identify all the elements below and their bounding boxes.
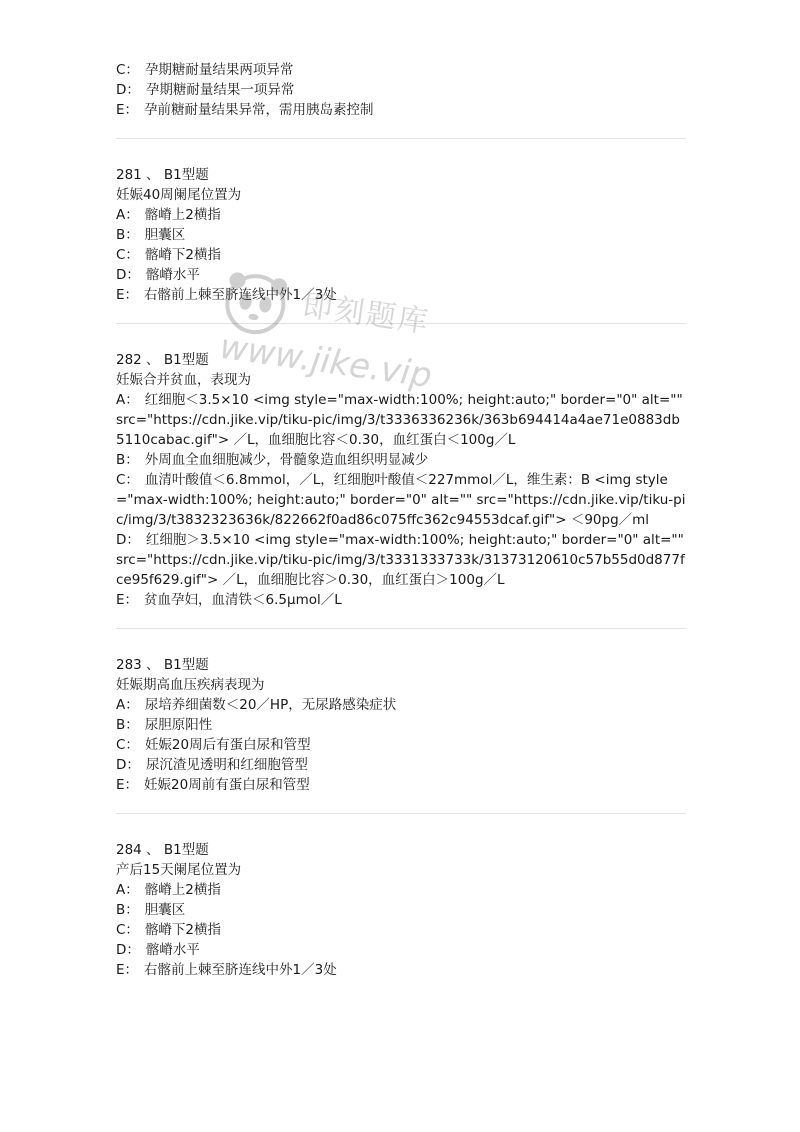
option-letter: A： bbox=[116, 392, 139, 408]
watermark-brand: 即刻题库 bbox=[300, 287, 432, 341]
option-letter: B： bbox=[116, 717, 139, 733]
option-letter: A： bbox=[116, 882, 139, 898]
option-c bbox=[116, 735, 686, 755]
option-text: 血清叶酸值＜6.8mmol，／L，红细胞叶酸值＜227mmol／L，维生素：B <img style="max-width:100%; height:auto;" border="0" alt="" src="https://cdn.jike.vip/tiku-pic/img/3/t3832323636k/822662f0ad86c075ffc362c94553dcaf.gif"> ＜90pg／ml bbox=[116, 472, 686, 528]
divider bbox=[116, 138, 686, 139]
question-281 bbox=[116, 165, 686, 305]
option-c bbox=[116, 245, 686, 265]
option-letter: A： bbox=[116, 207, 139, 223]
option-text: 尿胆原阳性 bbox=[144, 717, 213, 733]
question-stem: 产后15天阑尾位置为 bbox=[116, 862, 242, 878]
option-d bbox=[116, 530, 686, 590]
option-letter: C： bbox=[116, 922, 139, 938]
option-text: 髂嵴水平 bbox=[145, 942, 200, 958]
divider bbox=[116, 813, 686, 814]
option-c bbox=[116, 60, 686, 80]
option-d bbox=[116, 80, 686, 100]
question-284 bbox=[116, 840, 686, 980]
option-letter: C： bbox=[116, 247, 139, 263]
option-text: 贫血孕妇，血清铁＜6.5μmol／L bbox=[144, 592, 342, 608]
option-b bbox=[116, 450, 686, 470]
option-c bbox=[116, 920, 686, 940]
option-letter: E： bbox=[116, 777, 139, 793]
option-text: 右髂前上棘至脐连线中外1／3处 bbox=[144, 962, 337, 978]
option-text: 髂嵴上2横指 bbox=[144, 882, 221, 898]
question-282 bbox=[116, 350, 686, 610]
option-b bbox=[116, 715, 686, 735]
option-text: 妊娠20周前有蛋白尿和管型 bbox=[144, 777, 310, 793]
option-b bbox=[116, 225, 686, 245]
option-a bbox=[116, 695, 686, 715]
question-number: 282 、 B1型题 bbox=[116, 352, 209, 368]
option-text: 髂嵴水平 bbox=[145, 267, 200, 283]
option-letter: C： bbox=[116, 737, 139, 753]
option-e bbox=[116, 590, 686, 610]
question-stem: 妊娠40周阑尾位置为 bbox=[116, 187, 242, 203]
document-page bbox=[116, 60, 686, 980]
option-letter: E： bbox=[116, 287, 139, 303]
option-text: 胆囊区 bbox=[144, 227, 186, 243]
option-letter: D： bbox=[116, 532, 140, 548]
option-letter: B： bbox=[116, 227, 139, 243]
question-number: 283 、 B1型题 bbox=[116, 657, 209, 673]
watermark-url: www.jike.vip bbox=[217, 326, 435, 397]
option-text: 胆囊区 bbox=[144, 902, 186, 918]
option-e bbox=[116, 775, 686, 795]
option-letter: D： bbox=[116, 267, 140, 283]
option-e bbox=[116, 960, 686, 980]
option-letter: C： bbox=[116, 62, 139, 78]
option-text: 妊娠20周后有蛋白尿和管型 bbox=[144, 737, 311, 753]
option-text: 红细胞＞3.5×10 <img style="max-width:100%; height:auto;" border="0" alt="" src="https://cdn.jike.vip/tiku-pic/img/3/t3331333733k/31373120610c57b55d0d877fce95f629.gif"> ／L，血细胞比容＞0.30，血红蛋白＞100g／L bbox=[116, 532, 685, 588]
option-b bbox=[116, 900, 686, 920]
option-letter: A： bbox=[116, 697, 139, 713]
option-text: 孕期糖耐量结果两项异常 bbox=[144, 62, 294, 78]
option-a bbox=[116, 880, 686, 900]
divider bbox=[116, 628, 686, 629]
question-283 bbox=[116, 655, 686, 795]
option-letter: B： bbox=[116, 902, 139, 918]
divider bbox=[116, 323, 686, 324]
option-a bbox=[116, 390, 686, 450]
option-e bbox=[116, 285, 686, 305]
question-stem: 妊娠合并贫血，表现为 bbox=[116, 372, 251, 388]
option-text: 右髂前上棘至脐连线中外1／3处 bbox=[144, 287, 337, 303]
option-d bbox=[116, 755, 686, 775]
option-text: 髂嵴下2横指 bbox=[144, 247, 222, 263]
option-text: 红细胞＜3.5×10 <img style="max-width:100%; height:auto;" border="0" alt="" src="https://cdn.jike.vip/tiku-pic/img/3/t3336336236k/363b694414a4ae71e0883db5110cabac.gif"> ／L，血细胞比容＜0.30，血红蛋白＜100g／L bbox=[116, 392, 683, 448]
previous-question-options bbox=[116, 60, 686, 120]
option-letter: D： bbox=[116, 82, 140, 98]
option-letter: B： bbox=[116, 452, 139, 468]
option-text: 孕期糖耐量结果一项异常 bbox=[145, 82, 295, 98]
option-d bbox=[116, 940, 686, 960]
option-text: 髂嵴下2横指 bbox=[144, 922, 222, 938]
option-text: 髂嵴上2横指 bbox=[144, 207, 221, 223]
question-number: 281 、 B1型题 bbox=[116, 167, 209, 183]
question-number: 284 、 B1型题 bbox=[116, 842, 209, 858]
option-e bbox=[116, 100, 686, 120]
option-c bbox=[116, 470, 686, 530]
option-letter: E： bbox=[116, 962, 139, 978]
option-letter: E： bbox=[116, 102, 139, 118]
option-letter: C： bbox=[116, 472, 139, 488]
option-d bbox=[116, 265, 686, 285]
option-text: 尿培养细菌数＜20／HP，无尿路感染症状 bbox=[144, 697, 397, 713]
option-a bbox=[116, 205, 686, 225]
option-text: 孕前糖耐量结果异常，需用胰岛素控制 bbox=[144, 102, 374, 118]
option-letter: D： bbox=[116, 757, 140, 773]
option-letter: E： bbox=[116, 592, 139, 608]
question-stem: 妊娠期高血压疾病表现为 bbox=[116, 677, 265, 693]
option-letter: D： bbox=[116, 942, 140, 958]
option-text: 外周血全血细胞减少，骨髓象造血组织明显减少 bbox=[144, 452, 429, 468]
option-text: 尿沉渣见透明和红细胞管型 bbox=[145, 757, 308, 773]
